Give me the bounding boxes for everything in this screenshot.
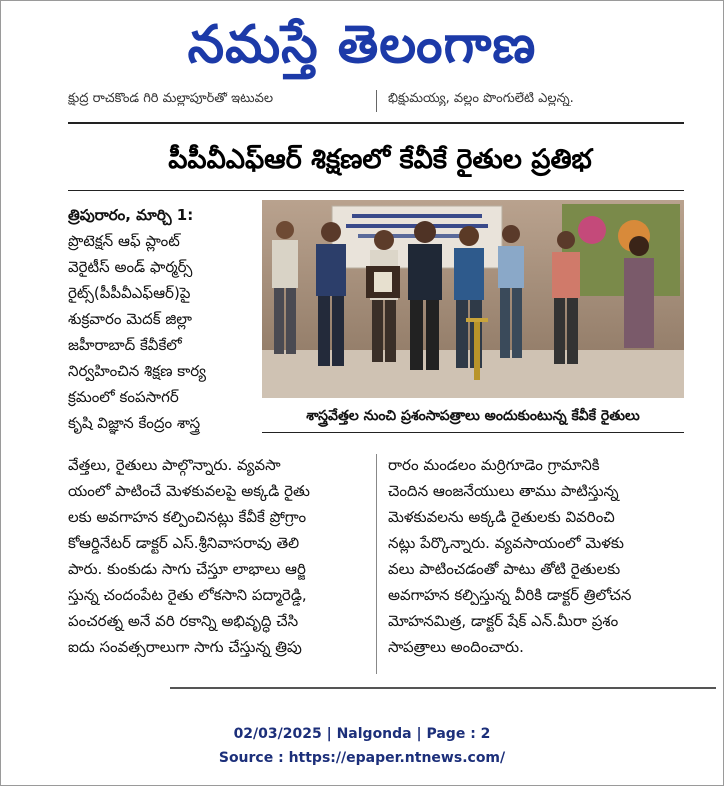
text-line: అవగాహన కల్పిస్తున్న వీరికి డాక్టర్‌ త్రిలోచన (388, 586, 632, 604)
text-line: యంలో పాటించే మెళకువలపై అక్కడి రైతు (68, 482, 310, 500)
text-line: ప్రొటెక్షన్‌ ఆఫ్‌ ప్లాంట్‌ (68, 232, 180, 250)
text-line: జహీరాబాద్‌ కేవీకేలో (68, 336, 182, 354)
text-line: శుక్రవారం మెదక్‌ జిల్లా (68, 310, 192, 328)
text-line: వేత్తలు, రైతులు పాల్గొన్నారు. వ్యవసా (68, 456, 281, 474)
text-line: వలు పాటించడంతో పాటు తోటి రైతులకు (388, 560, 621, 578)
headline-top-rule (68, 122, 684, 124)
text-line: కోఆర్డినేటర్‌ డాక్టర్‌ ఎస్‌.శ్రీనివాసరావు తెలి (68, 534, 300, 552)
source-line: Source : https://epaper.ntnews.com/ (218, 750, 506, 766)
text-line: క్రమంలో కంపసాగర్‌ (68, 388, 179, 406)
text-line: సాపత్రాలు అందించారు. (388, 638, 524, 656)
article-bottom-rule (170, 687, 716, 689)
photo-caption: శాస్త్రవేత్తల నుంచి ప్రశంసాపత్రాలు అందుకుంటున్న కేవీకే రైతులు (306, 408, 640, 424)
cutoff-text-left: క్షుద్ర రాచకొండ గిరి మల్లాపూర్‌తో ఇటువల (68, 92, 274, 106)
text-line: వెరైటీస్‌ అండ్‌ ఫార్మర్స్‌ (68, 258, 193, 276)
dateline: త్రిపురారం, మార్చి 1: (68, 206, 194, 224)
text-line: లకు అవగాహన కల్పించినట్లు కేవీకే ప్రోగ్రాం (68, 508, 307, 526)
photo-illustration (262, 200, 684, 398)
text-line: రారం మండలం మర్రిగూడెం గ్రామానికి (388, 456, 600, 474)
column-divider-top (376, 90, 377, 112)
text-line: ఐదు సంవత్సరాలుగా సాగు చేస్తున్న త్రిపు (68, 638, 302, 656)
text-line: మెళకువలను అక్కడి రైతులకు వివరించి (388, 508, 615, 526)
text-line: కృషి విజ్ఞాన కేంద్రం శాస్త్ర (68, 414, 201, 432)
article-photo (262, 200, 684, 398)
text-line: పంచరత్న అనే వరి రకాన్ని అభివృద్ధి చేసి (68, 612, 299, 630)
text-line: స్తున్న చందంపేట రైతు లోకసాని పద్మారెడ్డి, (68, 586, 307, 604)
headline-bottom-rule (68, 190, 684, 191)
article-column-right (388, 452, 684, 660)
text-line: నిర్వహించిన శిక్షణ కార్య (68, 362, 207, 380)
newspaper-masthead: నమస్తే తెలంగాణ (187, 15, 537, 75)
text-line: మోహనమిత్ర, డాక్టర్‌ షేక్‌ ఎన్‌.మీరా ప్రశం (388, 612, 619, 630)
text-line: చెందిన ఆంజనేయులు తాము పాటిస్తున్న (388, 482, 619, 500)
column-divider-bottom (376, 454, 377, 674)
article-headline: పీపీవీఎఫ్‌ఆర్‌ శిక్షణలో కేవీకే రైతుల ప్రతిభ (168, 144, 592, 175)
text-line: నట్లు పేర్కొన్నారు. వ్యవసాయంలో మెళకు (388, 534, 624, 552)
article-column-left (68, 202, 254, 436)
cutoff-text-right: భిక్షుమయ్య, వల్లం పొంగులేటి ఎల్లన్న. (388, 92, 574, 106)
caption-rule (262, 432, 684, 433)
article-column-left-lower (68, 452, 362, 660)
publication-date-line: 02/03/2025 | Nalgonda | Page : 2 (233, 726, 491, 742)
text-line: పారు. కుంకుడు సాగు చేస్తూ లాభాలు ఆర్జి (68, 560, 306, 578)
text-line: రైట్స్‌(పీపీవీఎఫ్‌ఆర్‌)పై (68, 284, 191, 302)
